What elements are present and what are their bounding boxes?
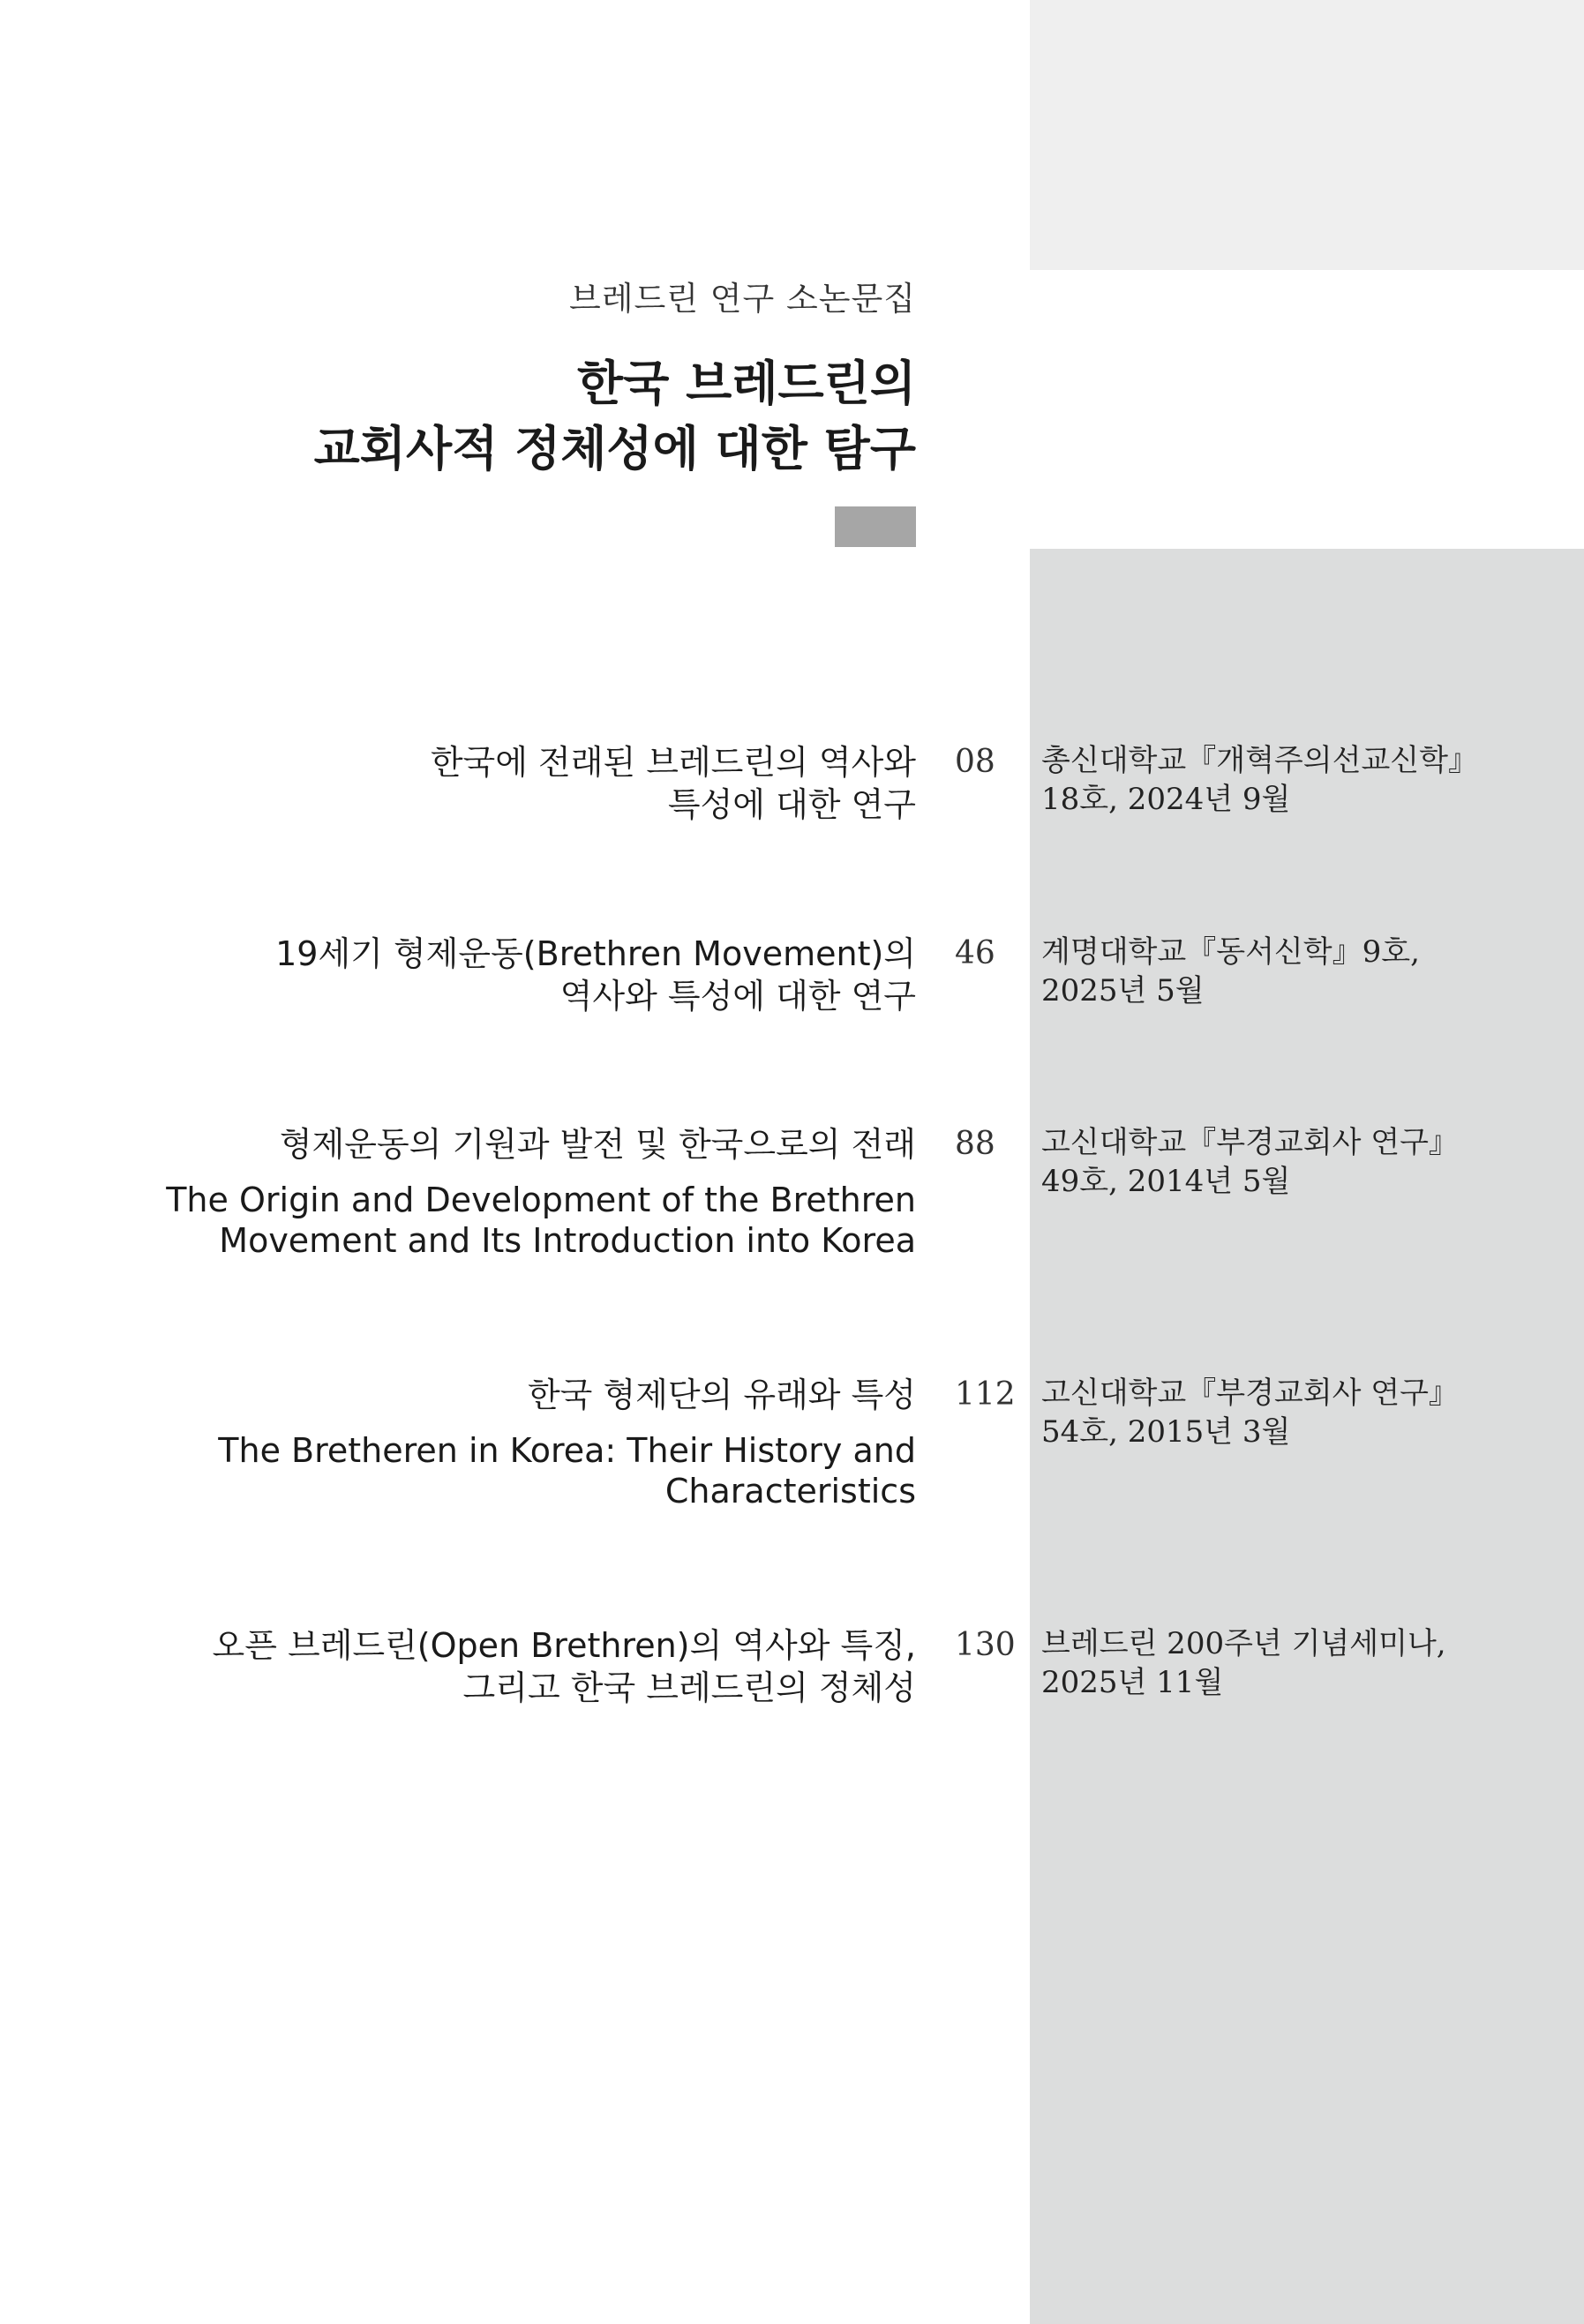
- entry-source-line: 49호, 2014년 5월: [1041, 1164, 1291, 1199]
- entry-source-line: 54호, 2015년 3월: [1041, 1414, 1291, 1450]
- entry-source-line: 브레드린 200주년 기념세미나,: [1041, 1626, 1446, 1661]
- book-title: [314, 351, 916, 482]
- entry-title-en-line: The Origin and Development of the Brethren: [166, 1181, 916, 1219]
- entry-source: [1041, 933, 1420, 1010]
- title-accent-bar: [835, 506, 916, 547]
- entry-title-ko-line: 특성에 대한 연구: [667, 785, 916, 824]
- entry-title-ko-line: 한국에 전래된 브레드린의 역사와: [430, 743, 916, 782]
- top-gray-panel: [1030, 0, 1584, 270]
- entry-title: [431, 741, 916, 826]
- entry-title-en-line: Characteristics: [664, 1472, 916, 1511]
- entry-title-en-line: Movement and Its Introduction into Korea: [219, 1221, 916, 1260]
- entry-title: [275, 933, 916, 1017]
- entry-source: [1041, 1374, 1459, 1451]
- entry-title-ko-line: 형제운동의 기원과 발전 및 한국으로의 전래: [279, 1125, 916, 1164]
- entry-source-line: 총신대학교『개혁주의선교신학』: [1041, 743, 1478, 778]
- entry-page-number: 88: [955, 1126, 995, 1162]
- entry-title-ko-line: 그리고 한국 브레드린의 정체성: [462, 1668, 916, 1707]
- book-title-line: 한국 브레드린의: [577, 356, 916, 411]
- entry-source-line: 2025년 11월: [1041, 1665, 1224, 1700]
- entry-page-number: 08: [955, 744, 995, 780]
- entry-source-line: 고신대학교『부경교회사 연구』: [1041, 1376, 1459, 1411]
- entry-page-number: 130: [955, 1627, 1016, 1663]
- entry-source-line: 18호, 2024년 9월: [1041, 782, 1291, 817]
- entry-source-line: 고신대학교『부경교회사 연구』: [1041, 1125, 1459, 1160]
- entry-source: [1041, 1123, 1459, 1201]
- entry-source-line: 계명대학교『동서신학』9호,: [1041, 934, 1420, 970]
- entry-title-ko-line: 역사와 특성에 대한 연구: [559, 977, 916, 1016]
- book-title-line: 교회사적 정체성에 대한 탐구: [313, 421, 916, 476]
- entry-title-en-line: The Bretheren in Korea: Their History and: [218, 1431, 916, 1470]
- entry-source: [1041, 741, 1478, 819]
- entry-title-ko-line: 한국 형제단의 유래와 특성: [527, 1376, 916, 1414]
- entry-page-number: 112: [955, 1376, 1016, 1413]
- entry-source-line: 2025년 5월: [1041, 973, 1205, 1008]
- entry-title: [212, 1624, 916, 1709]
- entry-page-number: 46: [955, 935, 995, 971]
- entry-title-ko-line: 오픈 브레드린(Open Brethren)의 역사와 특징,: [212, 1626, 916, 1665]
- entry-title-ko-line: 19세기 형제운동(Brethren Movement)의: [275, 934, 916, 973]
- entry-title: [166, 1123, 916, 1261]
- entry-title: [218, 1374, 916, 1511]
- entry-source: [1041, 1624, 1446, 1702]
- series-title: 브레드린 연구 소논문집: [569, 280, 916, 318]
